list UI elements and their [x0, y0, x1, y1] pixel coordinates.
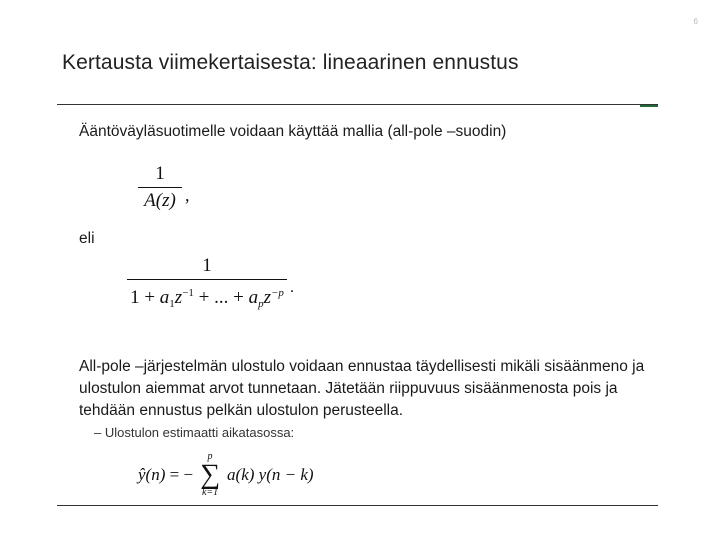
formula-expanded-transfer-function: [127, 255, 294, 315]
divider-accent: [640, 105, 658, 107]
title-divider: [57, 104, 658, 105]
den-subp: p: [258, 298, 264, 310]
den-one: 1: [130, 287, 140, 308]
den-expp: −p: [271, 287, 284, 299]
paragraph-filter-model: Ääntöväyläsuotimelle voidaan käyttää mallia (all-pole –suodin): [79, 123, 507, 140]
den-ap: a: [248, 287, 259, 308]
fraction: [138, 163, 182, 212]
formula-comma: ,: [185, 185, 190, 205]
page-number: 6: [693, 17, 698, 26]
den-mid: + ... +: [193, 287, 249, 308]
paragraph-eli: eli: [79, 230, 95, 247]
sum-upper-limit: p: [207, 451, 213, 462]
lhs-text: ŷ(n): [138, 465, 166, 484]
formula-period: .: [290, 279, 294, 296]
den-a1: a: [159, 287, 170, 308]
den-sub1: 1: [169, 298, 175, 310]
sigma-symbol: ∑: [200, 459, 221, 490]
den-zp: z: [263, 287, 271, 308]
fraction: [127, 255, 287, 315]
formula-transfer-function: [138, 163, 190, 212]
bottom-divider: [57, 505, 658, 506]
sub-bullet-estimate: – Ulostulon estimaatti aikatasossa:: [94, 425, 295, 440]
sum-lower-limit: k=1: [201, 487, 219, 498]
equals-minus: = −: [165, 465, 194, 484]
den-z1: z: [174, 287, 183, 308]
rhs-text: a(k) y(n − k): [227, 465, 314, 484]
formula-prediction: [138, 452, 314, 498]
numerator: 1: [202, 255, 212, 276]
numerator: 1: [155, 163, 165, 184]
formula-rhs: [227, 465, 314, 485]
paragraph-prediction: All-pole –järjestelmän ulostulo voidaan ennustaa täydellisesti mikäli sisäänmeno ja ulostulon aiemmat arvot tunnetaan. Jätetään riippuvuus sisäänmenosta pois ja tehdään ennustus pelkän ulostulon perusteella.: [79, 358, 645, 419]
summation: [200, 452, 220, 498]
den-plus: +: [139, 287, 160, 308]
formula-lhs: [138, 465, 193, 485]
denominator: A(z): [144, 190, 176, 211]
fraction-bar: [138, 187, 182, 188]
fraction-bar: [127, 279, 287, 280]
denominator: [127, 282, 287, 315]
slide-title: Kertausta viimekertaisesta: lineaarinen ennustus: [62, 51, 519, 74]
den-exp1: −1: [182, 287, 194, 299]
